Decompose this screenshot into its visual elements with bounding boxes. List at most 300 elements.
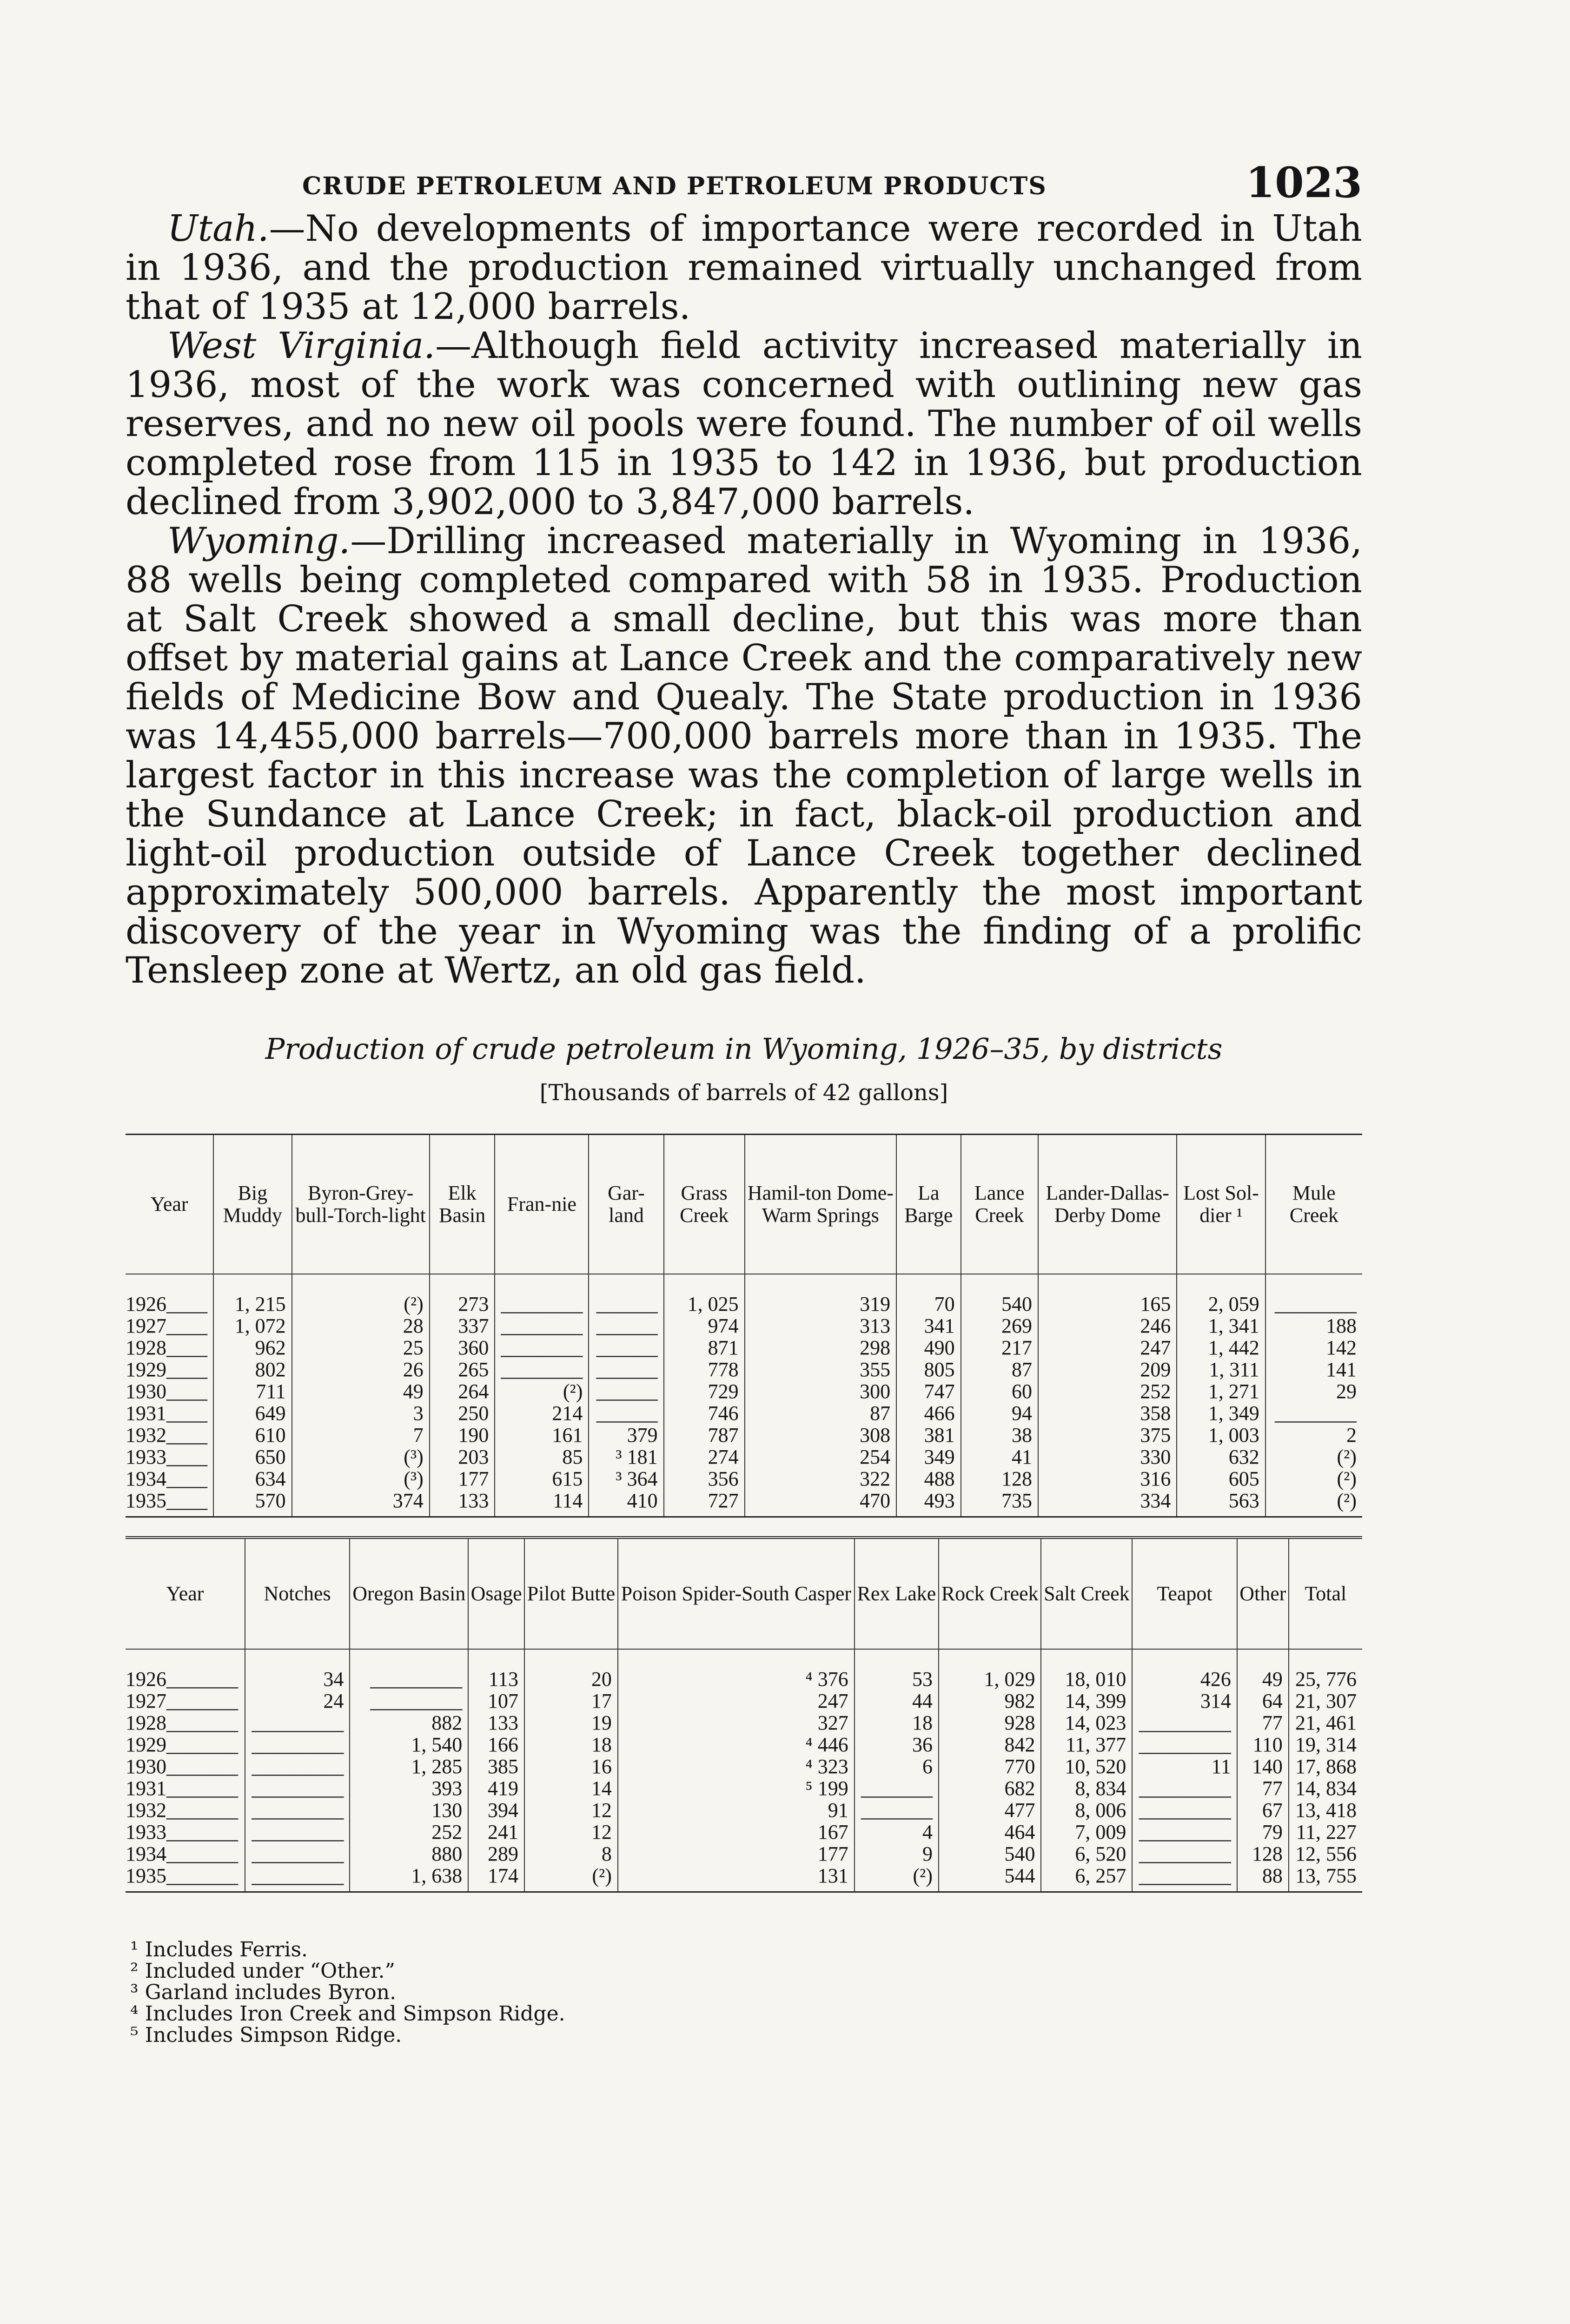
year-cell: 1926____ — [126, 1292, 207, 1315]
table-cell: 393 — [350, 1777, 468, 1799]
table-cell: 8 — [524, 1843, 618, 1865]
year-cell: 1930_______ — [126, 1755, 238, 1778]
table-header-row — [126, 1538, 1362, 1649]
table-cell: (²) — [524, 1865, 618, 1892]
table-cell: ______ — [589, 1315, 663, 1337]
table-cell: 805 — [896, 1359, 961, 1380]
table-cell: 60 — [961, 1380, 1038, 1402]
year-cell: 1932____ — [126, 1423, 207, 1446]
table-cell: 426 — [1132, 1649, 1237, 1690]
table-cell: 802 — [213, 1359, 292, 1380]
table-cell: 64 — [1237, 1690, 1289, 1712]
table-cell: 410 — [589, 1490, 663, 1517]
table-row — [126, 1777, 1362, 1799]
table-cell: 356 — [664, 1468, 745, 1490]
table-cell: 113 — [468, 1649, 524, 1690]
table-cell: 650 — [213, 1446, 292, 1468]
year-cell: 1928_______ — [126, 1711, 238, 1734]
table-cell: 130 — [350, 1799, 468, 1821]
table-cell: 161 — [495, 1424, 589, 1446]
table-cell: 1, 025 — [664, 1274, 745, 1315]
table-cell: 128 — [961, 1468, 1038, 1490]
table-cell: 87 — [745, 1402, 896, 1424]
table-cell: 18 — [524, 1734, 618, 1756]
table-cell: 9 — [855, 1843, 939, 1865]
table-row — [126, 1274, 1362, 1315]
table-cell: 540 — [939, 1843, 1041, 1865]
table-cell: _________ — [350, 1690, 468, 1712]
table-cell: 374 — [292, 1490, 430, 1517]
table-cell: _________ — [245, 1865, 350, 1892]
table-cell: 77 — [1237, 1777, 1289, 1799]
table-cell: _________ — [245, 1777, 350, 1799]
table-cell: 217 — [961, 1337, 1038, 1359]
table-cell: _________ — [245, 1756, 350, 1777]
table-row — [126, 1424, 1362, 1446]
table-cell: 1, 072 — [213, 1315, 292, 1337]
table-cell: 982 — [939, 1690, 1041, 1712]
table-cell: 19 — [524, 1712, 618, 1734]
table-cell: 4 — [855, 1821, 939, 1843]
table-cell: 166 — [468, 1734, 524, 1756]
table-cell: 41 — [961, 1446, 1038, 1468]
table-cell: (²) — [495, 1380, 589, 1402]
table-cell: 77 — [1237, 1712, 1289, 1734]
table-cell: 177 — [430, 1468, 495, 1490]
table-cell: 360 — [430, 1337, 495, 1359]
table-cell: 381 — [896, 1424, 961, 1446]
column-header: Rock Creek — [939, 1538, 1041, 1649]
table-cell: _______ — [855, 1777, 939, 1799]
year-cell: 1928____ — [126, 1336, 207, 1359]
table-cell: 209 — [1038, 1359, 1177, 1380]
paragraph-west-virginia — [126, 326, 1362, 522]
table-cell: 14, 834 — [1289, 1777, 1362, 1799]
paragraph-utah — [126, 209, 1362, 326]
paragraph-lead: West Virginia. — [167, 325, 436, 367]
year-cell: 1930____ — [126, 1380, 207, 1403]
table-cell: 14, 023 — [1041, 1712, 1132, 1734]
table-cell: ______ — [589, 1337, 663, 1359]
table-cell: _________ — [245, 1734, 350, 1756]
column-header: Mule Creek — [1265, 1135, 1362, 1274]
table-cell: 11 — [1132, 1756, 1237, 1777]
table-cell: 464 — [939, 1821, 1041, 1843]
table-row — [126, 1446, 1362, 1468]
table-cell: 247 — [1038, 1337, 1177, 1359]
table-cell: 7 — [292, 1424, 430, 1446]
table-cell: 6 — [855, 1756, 939, 1777]
table-cell: (³) — [292, 1446, 430, 1468]
year-cell: 1934_______ — [126, 1842, 238, 1865]
table-cell: 128 — [1237, 1843, 1289, 1865]
table-cell: 44 — [855, 1690, 939, 1712]
table-cell: 21, 307 — [1289, 1690, 1362, 1712]
table-cell: 110 — [1237, 1734, 1289, 1756]
table-row — [126, 1712, 1362, 1734]
table-cell: 274 — [664, 1446, 745, 1468]
table-cell: 174 — [468, 1865, 524, 1892]
table-cell: 19, 314 — [1289, 1734, 1362, 1756]
table-cell: _________ — [1132, 1865, 1237, 1892]
table-cell: ______ — [589, 1359, 663, 1380]
table-cell: 1, 029 — [939, 1649, 1041, 1690]
table-caption: Production of crude petroleum in Wyoming, 1926–35, by districts — [265, 1032, 1223, 1066]
column-header: Salt Creek — [1041, 1538, 1132, 1649]
table-row — [126, 1843, 1362, 1865]
table-cell: 7, 009 — [1041, 1821, 1132, 1843]
table-cell: ⁴ 376 — [618, 1649, 855, 1690]
table-cell: 6, 520 — [1041, 1843, 1132, 1865]
table-cell: 747 — [896, 1380, 961, 1402]
table-cell: 13, 755 — [1289, 1865, 1362, 1892]
year-cell: 1933_______ — [126, 1820, 238, 1843]
table-cell: ________ — [1265, 1274, 1362, 1315]
table-cell: ³ 364 — [589, 1468, 663, 1490]
table-cell: 11, 377 — [1041, 1734, 1132, 1756]
table-cell: 252 — [350, 1821, 468, 1843]
table-cell: 141 — [1265, 1359, 1362, 1380]
table-cell: 17, 868 — [1289, 1756, 1362, 1777]
column-header: Notches — [245, 1538, 350, 1649]
table-cell: 269 — [961, 1315, 1038, 1337]
column-header: Total — [1289, 1538, 1362, 1649]
table-cell: 14 — [524, 1777, 618, 1799]
table-cell: 190 — [430, 1424, 495, 1446]
footnote: ⁴ Includes Iron Creek and Simpson Ridge. — [130, 2001, 565, 2026]
column-header: Elk Basin — [430, 1135, 495, 1274]
year-cell: 1934____ — [126, 1467, 207, 1490]
table-cell: ______ — [589, 1274, 663, 1315]
table-cell: 466 — [896, 1402, 961, 1424]
table-cell: 337 — [430, 1315, 495, 1337]
table-cell: 26 — [292, 1359, 430, 1380]
table-cell: 1, 638 — [350, 1865, 468, 1892]
table-cell: 563 — [1177, 1490, 1265, 1517]
year-cell: 1931____ — [126, 1401, 207, 1425]
table-cell: 634 — [213, 1468, 292, 1490]
table-cell: 70 — [896, 1274, 961, 1315]
table-row — [126, 1821, 1362, 1843]
table-cell: _________ — [1132, 1843, 1237, 1865]
page-number: 1023 — [1245, 158, 1362, 207]
table-cell: 632 — [1177, 1446, 1265, 1468]
table-cell: _________ — [1132, 1821, 1237, 1843]
table-cell: 114 — [495, 1490, 589, 1517]
table-cell: 12, 556 — [1289, 1843, 1362, 1865]
table-cell: 140 — [1237, 1756, 1289, 1777]
table-cell: 133 — [430, 1490, 495, 1517]
table-cell: 18 — [855, 1712, 939, 1734]
table-cell: 1, 311 — [1177, 1359, 1265, 1380]
table-row — [126, 1756, 1362, 1777]
column-header: Pilot Butte — [524, 1538, 618, 1649]
table-cell: 470 — [745, 1490, 896, 1517]
table-cell: 24 — [245, 1690, 350, 1712]
column-header: Oregon Basin — [350, 1538, 468, 1649]
table-cell: 36 — [855, 1734, 939, 1756]
table-cell: 29 — [1265, 1380, 1362, 1402]
table-row — [126, 1380, 1362, 1402]
table-cell: 570 — [213, 1490, 292, 1517]
table-body — [126, 1274, 1362, 1517]
table-cell: 2 — [1265, 1424, 1362, 1446]
year-cell: 1932_______ — [126, 1798, 238, 1822]
table-cell: ________ — [1265, 1402, 1362, 1424]
table-row — [126, 1799, 1362, 1821]
paragraph-lead: Utah. — [167, 208, 269, 250]
table-cell: 882 — [350, 1712, 468, 1734]
table-row — [126, 1649, 1362, 1690]
table-cell: 265 — [430, 1359, 495, 1380]
footnote: ⁵ Includes Simpson Ridge. — [130, 2023, 402, 2047]
table-cell: 787 — [664, 1424, 745, 1446]
column-header: Rex Lake — [855, 1538, 939, 1649]
table-cell: 1, 540 — [350, 1734, 468, 1756]
table-row — [126, 1468, 1362, 1490]
table-cell: ⁴ 446 — [618, 1734, 855, 1756]
table-cell: 488 — [896, 1468, 961, 1490]
table-cell: ³ 181 — [589, 1446, 663, 1468]
table-cell: (²) — [1265, 1468, 1362, 1490]
table-cell: 254 — [745, 1446, 896, 1468]
table-cell: 167 — [618, 1821, 855, 1843]
table-cell: 11, 227 — [1289, 1821, 1362, 1843]
paragraph-text: —Drilling increased materially in Wyoming in 1936, 88 wells being completed compared with 58 in 1935. Production at Salt Creek showed a small decline, but this was more than offset by material gains at Lance Creek and the comparatively new fields of Medicine Bow and Quealy. The State production in 1936 was 14,455,000 barrels—700,000 barrels more than in 1935. The largest factor in this increase was the completion of large wells in the Sundance at Lance Creek; in fact, black-oil production and light-oil production outside of Lance Creek together declined approximately 500,000 barrels. Apparently the most important discovery of the year in Wyoming was the finding of a prolific Tensleep zone at Wertz, an old gas field. — [126, 520, 1362, 991]
table-cell: _________ — [245, 1712, 350, 1734]
table-cell: 419 — [468, 1777, 524, 1799]
table-cell: 746 — [664, 1402, 745, 1424]
table-cell: 711 — [213, 1380, 292, 1402]
table-cell: 842 — [939, 1734, 1041, 1756]
table-cell: 67 — [1237, 1799, 1289, 1821]
table-cell: 34 — [245, 1649, 350, 1690]
column-header: Lance Creek — [961, 1135, 1038, 1274]
table-cell: 316 — [1038, 1468, 1177, 1490]
table-cell: 770 — [939, 1756, 1041, 1777]
table-cell: 880 — [350, 1843, 468, 1865]
table-cell: 974 — [664, 1315, 745, 1337]
table-row — [126, 1734, 1362, 1756]
table-row — [126, 1690, 1362, 1712]
table-cell: 246 — [1038, 1315, 1177, 1337]
table-cell: 38 — [961, 1424, 1038, 1446]
table-row — [126, 1490, 1362, 1517]
table-cell: 165 — [1038, 1274, 1177, 1315]
table-cell: _________ — [350, 1649, 468, 1690]
table-cell: 314 — [1132, 1690, 1237, 1712]
table-cell: 349 — [896, 1446, 961, 1468]
table-cell: 142 — [1265, 1337, 1362, 1359]
table-cell: 273 — [430, 1274, 495, 1315]
table-cell: 133 — [468, 1712, 524, 1734]
production-table-part1 — [126, 1134, 1362, 1518]
table-cell: 289 — [468, 1843, 524, 1865]
table-cell: 203 — [430, 1446, 495, 1468]
table-cell: 928 — [939, 1712, 1041, 1734]
table-cell: 25, 776 — [1289, 1649, 1362, 1690]
paragraph-text: —Although field activity increased materially in 1936, most of the work was concerned with outlining new gas reserves, and no new oil pools were found. The number of oil wells completed rose from 115 in 1935 to 142 in 1936, but production declined from 3,902,000 to 3,847,000 barrels. — [126, 325, 1363, 523]
column-header: Year — [126, 1135, 213, 1274]
table-cell: 298 — [745, 1337, 896, 1359]
paragraph-text: —No developments of importance were recorded in Utah in 1936, and the production remained virtually unchanged from that of 1935 at 12,000 barrels. — [126, 208, 1362, 328]
column-header: Fran-nie — [495, 1135, 589, 1274]
table-cell: 962 — [213, 1337, 292, 1359]
table-cell: ______ — [589, 1402, 663, 1424]
table-cell: ________ — [495, 1274, 589, 1315]
table-cell: (²) — [1265, 1490, 1362, 1517]
table-cell: ⁵ 199 — [618, 1777, 855, 1799]
table-cell: _________ — [1132, 1712, 1237, 1734]
table-cell: 241 — [468, 1821, 524, 1843]
table-header-row — [126, 1135, 1362, 1274]
table-cell: 729 — [664, 1380, 745, 1402]
table-cell: 358 — [1038, 1402, 1177, 1424]
table-cell: 544 — [939, 1865, 1041, 1892]
year-cell: 1935____ — [126, 1490, 213, 1517]
table-row — [126, 1337, 1362, 1359]
table-cell: _________ — [245, 1799, 350, 1821]
table-cell: 1, 215 — [213, 1274, 292, 1315]
table-cell: (³) — [292, 1468, 430, 1490]
table-cell: ⁴ 323 — [618, 1756, 855, 1777]
year-cell: 1935_______ — [126, 1865, 245, 1892]
column-header: Year — [126, 1538, 245, 1649]
year-cell: 1927_______ — [126, 1689, 238, 1712]
table-cell: ______ — [589, 1380, 663, 1402]
year-cell: 1926_______ — [126, 1667, 238, 1690]
table-cell: 264 — [430, 1380, 495, 1402]
table-cell: _________ — [1132, 1777, 1237, 1799]
table-cell: _______ — [855, 1799, 939, 1821]
table-cell: 327 — [618, 1712, 855, 1734]
table-row — [126, 1359, 1362, 1380]
table-row — [126, 1865, 1362, 1892]
table-cell: 605 — [1177, 1468, 1265, 1490]
page-header — [126, 153, 1362, 209]
table-cell: ________ — [495, 1315, 589, 1337]
table-cell: 17 — [524, 1690, 618, 1712]
footnote: ² Included under “Other.” — [130, 1959, 395, 1983]
footnote: ¹ Includes Ferris. — [130, 1937, 308, 1961]
table-cell: 477 — [939, 1799, 1041, 1821]
table-cell: 355 — [745, 1359, 896, 1380]
table-cell: 1, 285 — [350, 1756, 468, 1777]
table-cell: 49 — [1237, 1649, 1289, 1690]
table-cell: 8, 006 — [1041, 1799, 1132, 1821]
table-cell: 3 — [292, 1402, 430, 1424]
table-cell: 727 — [664, 1490, 745, 1517]
table-cell: 28 — [292, 1315, 430, 1337]
table-cell: 379 — [589, 1424, 663, 1446]
table-cell: 18, 010 — [1041, 1649, 1132, 1690]
column-header: Poison Spider-South Casper — [618, 1538, 855, 1649]
table-cell: 20 — [524, 1649, 618, 1690]
table-cell: 649 — [213, 1402, 292, 1424]
table-cell: 319 — [745, 1274, 896, 1315]
table-cell: 16 — [524, 1756, 618, 1777]
table-cell: 1, 003 — [1177, 1424, 1265, 1446]
table-row — [126, 1402, 1362, 1424]
table-cell: 247 — [618, 1690, 855, 1712]
table-cell: ________ — [495, 1337, 589, 1359]
table-cell: 91 — [618, 1799, 855, 1821]
table-cell: 1, 349 — [1177, 1402, 1265, 1424]
table-cell: 341 — [896, 1315, 961, 1337]
table-cell: 25 — [292, 1337, 430, 1359]
table-cell: ________ — [495, 1359, 589, 1380]
year-cell: 1929_______ — [126, 1733, 238, 1756]
table-cell: 1, 341 — [1177, 1315, 1265, 1337]
table-cell: 871 — [664, 1337, 745, 1359]
paragraph-lead: Wyoming. — [167, 520, 351, 562]
table-cell: 214 — [495, 1402, 589, 1424]
table-cell: 2, 059 — [1177, 1274, 1265, 1315]
table-subcaption: [Thousands of barrels of 42 gallons] — [539, 1080, 948, 1106]
table-cell: 735 — [961, 1490, 1038, 1517]
table-cell: 10, 520 — [1041, 1756, 1132, 1777]
table-cell: 375 — [1038, 1424, 1177, 1446]
table-cell: 313 — [745, 1315, 896, 1337]
table-cell: _________ — [245, 1821, 350, 1843]
table-cell: 493 — [896, 1490, 961, 1517]
table-cell: 682 — [939, 1777, 1041, 1799]
table-row — [126, 1315, 1362, 1337]
column-header: Hamil-ton Dome-Warm Springs — [745, 1135, 896, 1274]
table-cell: 300 — [745, 1380, 896, 1402]
table-cell: 330 — [1038, 1446, 1177, 1468]
column-header: La Barge — [896, 1135, 961, 1274]
table-cell: 131 — [618, 1865, 855, 1892]
table-cell: 12 — [524, 1799, 618, 1821]
table-cell: 778 — [664, 1359, 745, 1380]
table-cell: 94 — [961, 1402, 1038, 1424]
footnote: ³ Garland includes Byron. — [130, 1980, 397, 2004]
table-cell: 87 — [961, 1359, 1038, 1380]
column-header: Osage — [468, 1538, 524, 1649]
table-cell: 188 — [1265, 1315, 1362, 1337]
table-cell: 88 — [1237, 1865, 1289, 1892]
column-header: Big Muddy — [213, 1135, 292, 1274]
table-cell: 490 — [896, 1337, 961, 1359]
table-body — [126, 1649, 1362, 1892]
column-header: Lost Sol-dier ¹ — [1177, 1135, 1265, 1274]
table-cell: 85 — [495, 1446, 589, 1468]
table-cell: 615 — [495, 1468, 589, 1490]
table-cell: 1, 442 — [1177, 1337, 1265, 1359]
column-header: Grass Creek — [664, 1135, 745, 1274]
table-cell: 79 — [1237, 1821, 1289, 1843]
table-cell: (²) — [292, 1274, 430, 1315]
table-cell: 385 — [468, 1756, 524, 1777]
table-cell: 334 — [1038, 1490, 1177, 1517]
table-cell: 394 — [468, 1799, 524, 1821]
column-header: Teapot — [1132, 1538, 1237, 1649]
table-cell: 177 — [618, 1843, 855, 1865]
year-cell: 1933____ — [126, 1445, 207, 1468]
year-cell: 1931_______ — [126, 1776, 238, 1800]
column-header: Other — [1237, 1538, 1289, 1649]
table-cell: 13, 418 — [1289, 1799, 1362, 1821]
table-cell: (²) — [855, 1865, 939, 1892]
table-cell: _________ — [1132, 1734, 1237, 1756]
table-cell: 250 — [430, 1402, 495, 1424]
table-cell: 1, 271 — [1177, 1380, 1265, 1402]
paragraph-wyoming — [126, 522, 1362, 990]
running-head: CRUDE PETROLEUM AND PETROLEUM PRODUCTS — [302, 172, 1047, 200]
table-cell: 107 — [468, 1690, 524, 1712]
column-header: Gar-land — [589, 1135, 663, 1274]
